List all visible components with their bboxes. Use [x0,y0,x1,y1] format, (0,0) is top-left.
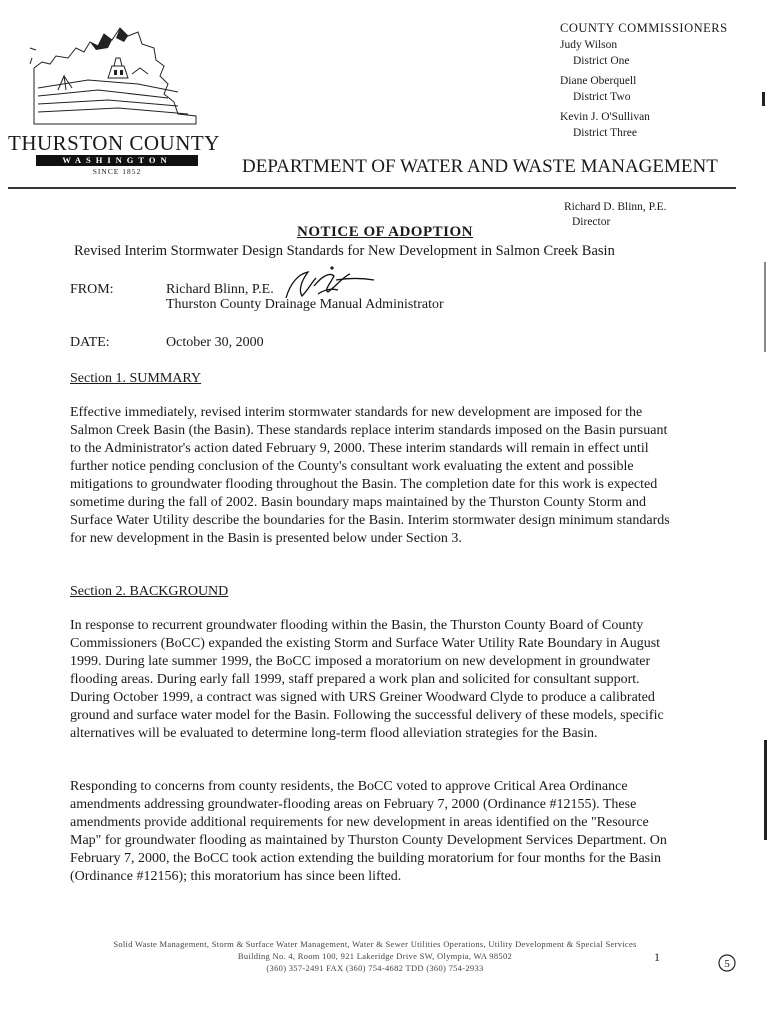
from-name: Richard Blinn, P.E. [166,282,274,297]
state-banner: WASHINGTON [36,155,198,166]
page-number: 1 [654,950,660,964]
commissioner-name: Diane Oberquell [560,74,637,87]
commissioners-heading: COUNTY COMMISSIONERS [560,21,728,35]
county-name: THURSTON COUNTY [8,131,220,155]
footer-phone: (360) 357-2491 FAX (360) 754-4682 TDD (360) 754-2933 [266,963,484,973]
from-label: FROM: [70,282,114,297]
director-title: Director [572,216,611,228]
page-mark-text: 5 [724,958,730,970]
header-divider [8,187,736,189]
commissioner-name: Judy Wilson [560,38,618,51]
section-1-paragraph: Effective immediately, revised interim stormwater standards for new development are imposed for the Salmon Creek Basin (the Basin). These standards replace interim standards imposed on the Basin pursuant to the Administrator's action dated February 9, 2000. These interim standards will remain in effect until further notice pending conclusion of the County's consultant work evaluating the extent and possible mitigations to groundwater flooding throughout the Basin. The completion date for this work is expected sometime during the fall of 2002. Basin boundary maps maintained by the Thurston County Storm and Surface Water Utility describe the boundaries for the Basin. Interim stormwater design minimum standards for new development in the Basin is presented below under Section 3. [70,405,670,546]
date-value: October 30, 2000 [166,335,264,350]
commissioner-district: District One [573,55,630,67]
scan-edge-mark [762,92,765,106]
footer [30,938,720,974]
director-name: Richard D. Blinn, P.E. [564,201,667,213]
notice-title: NOTICE OF ADOPTION [297,224,473,240]
section-2-paragraph: In response to recurrent groundwater flooding within the Basin, the Thurston County Board of County Commissioners (BoCC) expanded the existing Storm and Surface Water Utility Rate Boundary in August 1999. During late summer 1999, the BoCC imposed a moratorium on new development in groundwater flooding areas. During early fall 1999, staff prepared a work plan and solicited for consultant support. During October 1999, a contract was signed with URS Greiner Woodward Clyde to produce a calibrated ground and surface water model for the Basin. Following the successful delivery of these models, specific alternatives will be evaluated to determine long-term flood alleviation strategies for the Basin. [70,618,664,741]
page-mark-icon [718,954,736,972]
section-2-heading: Section 2. BACKGROUND [70,584,229,599]
footer-address: Building No. 4, Room 100, 921 Lakeridge Drive SW, Olympia, WA 98502 [237,951,513,961]
scan-edge-mark [764,262,766,352]
handwritten-signature [278,264,378,304]
date-label: DATE: [70,335,110,350]
commissioners-block [560,20,728,142]
section-1-heading: Section 1. SUMMARY [70,371,202,386]
from-title: Thurston County Drainage Manual Administrator [166,297,444,312]
commissioner-district: District Two [573,91,631,103]
section-2-paragraph: Responding to concerns from county residents, the BoCC voted to approve Critical Area Ordinance amendments addressing groundwater-flooding areas on February 7, 2000 (Ordinance #12155). These amendments provide additional requirements for new development in areas identified on the "Resource Map" for groundwater flooding as maintained by Thurston County Development Services Department. On February 7, 2000, the BoCC took action extending the building moratorium for four months for the Basin (Ordinance #12156); this moratorium has since been lifted. [70,779,667,884]
county-logo-illustration [28,18,200,130]
commissioner-name: Kevin J. O'Sullivan [560,110,650,123]
notice-subtitle: Revised Interim Stormwater Design Standards for New Development in Salmon Creek Basin [74,243,615,259]
commissioner-district: District Three [573,127,637,139]
department-title: DEPARTMENT OF WATER AND WASTE MANAGEMENT [242,156,718,177]
footer-services: Solid Waste Management, Storm & Surface Water Management, Water & Sewer Utilities Operations, Utility Development & Special Services [113,939,637,949]
since-year: SINCE 1852 [92,167,142,176]
scan-edge-mark [764,740,767,840]
